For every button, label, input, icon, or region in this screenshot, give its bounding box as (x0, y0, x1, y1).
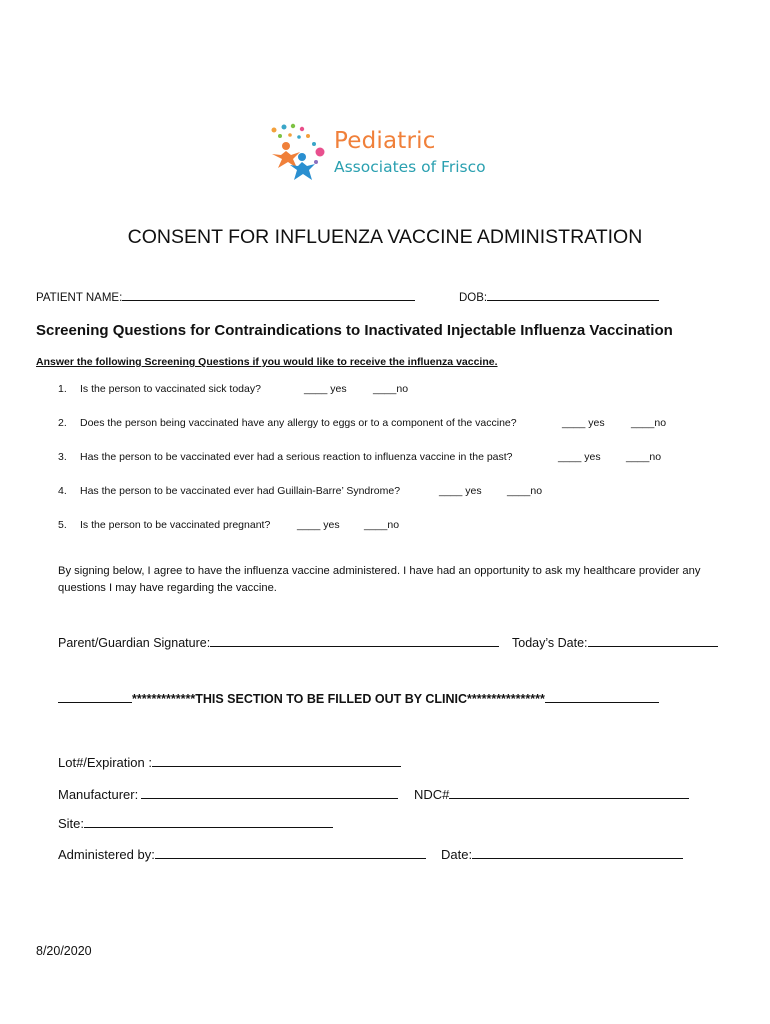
question-number: 5. (58, 519, 67, 531)
question-5-no[interactable]: ____no (364, 519, 400, 531)
dob-label: DOB: (459, 292, 488, 304)
question-3-no[interactable]: ____no (626, 451, 662, 463)
signature-label: Parent/Guardian Signature: (58, 636, 211, 650)
dob-field[interactable] (487, 300, 659, 301)
children-stars-logo-icon (264, 122, 336, 188)
question-text: Has the person to be vaccinated ever had a serious reaction to influenza vaccine in the past? (80, 451, 513, 463)
manufacturer-row (58, 787, 398, 802)
question-4-yes[interactable]: ____ yes (439, 485, 482, 497)
todays-date-label: Today’s Date: (512, 636, 588, 650)
site-row (58, 816, 333, 831)
screening-heading: Screening Questions for Contraindications to Inactivated Injectable Influenza Vaccination (36, 322, 673, 339)
question-text: Is the person to vaccinated sick today? (80, 383, 261, 395)
question-4 (58, 485, 400, 497)
todays-date-field[interactable] (588, 646, 718, 647)
banner-left-rule (58, 702, 132, 703)
ndc-field[interactable] (449, 798, 689, 799)
site-label: Site: (58, 816, 85, 831)
question-number: 2. (58, 417, 67, 429)
question-number: 3. (58, 451, 67, 463)
patient-name-row (36, 292, 415, 304)
question-3-yes[interactable]: ____ yes (558, 451, 601, 463)
clinic-banner-text: *************THIS SECTION TO BE FILLED OUT BY CLINIC**************** (132, 692, 545, 706)
administered-date-field[interactable] (472, 858, 683, 859)
question-2-no[interactable]: ____no (631, 417, 667, 429)
question-1-no[interactable]: ____no (373, 383, 409, 395)
footer-date: 8/20/2020 (36, 944, 92, 958)
page-title: CONSENT FOR INFLUENZA VACCINE ADMINISTRATION (127, 226, 643, 248)
administered-field[interactable] (155, 858, 426, 859)
question-text: Does the person being vaccinated have any allergy to eggs or to a component of the vaccine? (80, 417, 517, 429)
question-4-no[interactable]: ____no (507, 485, 543, 497)
ndc-label: NDC# (414, 787, 450, 802)
signature-field[interactable] (210, 646, 499, 647)
lot-label: Lot#/Expiration : (58, 755, 152, 770)
question-text: Is the person to be vaccinated pregnant? (80, 519, 271, 531)
signature-row (58, 636, 499, 650)
question-number: 1. (58, 383, 67, 395)
consent-paragraph: By signing below, I agree to have the influenza vaccine administered. I have had an opportunity to ask my healthcare provider any questions I may have regarding the vaccine. (58, 565, 701, 594)
lot-row (58, 755, 401, 770)
logo-text-associates: Associates of Frisco (334, 158, 486, 176)
administered-row (58, 847, 426, 862)
administered-label: Administered by: (58, 847, 155, 862)
logo-text-pediatric: Pediatric (334, 128, 436, 154)
lot-field[interactable] (152, 766, 401, 767)
banner-right-rule (545, 702, 659, 703)
screening-instruction: Answer the following Screening Questions if you would like to receive the influenza vaccine. (36, 356, 498, 368)
question-5-yes[interactable]: ____ yes (297, 519, 340, 531)
clinic-section-banner (58, 692, 659, 706)
manufacturer-field[interactable] (141, 798, 398, 799)
administered-date-row (441, 847, 683, 862)
site-field[interactable] (84, 827, 333, 828)
question-5 (58, 519, 270, 531)
question-3 (58, 451, 513, 463)
question-1 (58, 383, 261, 395)
patient-name-label: PATIENT NAME: (36, 292, 123, 304)
question-2-yes[interactable]: ____ yes (562, 417, 605, 429)
question-number: 4. (58, 485, 67, 497)
patient-name-field[interactable] (122, 300, 415, 301)
administered-date-label: Date: (441, 847, 473, 862)
dob-row (459, 292, 659, 304)
todays-date-row (512, 636, 718, 650)
question-1-yes[interactable]: ____ yes (304, 383, 347, 395)
ndc-row (414, 787, 689, 802)
manufacturer-label: Manufacturer: (58, 787, 139, 802)
question-2 (58, 417, 517, 429)
question-text: Has the person to be vaccinated ever had Guillain-Barre’ Syndrome? (80, 485, 401, 497)
